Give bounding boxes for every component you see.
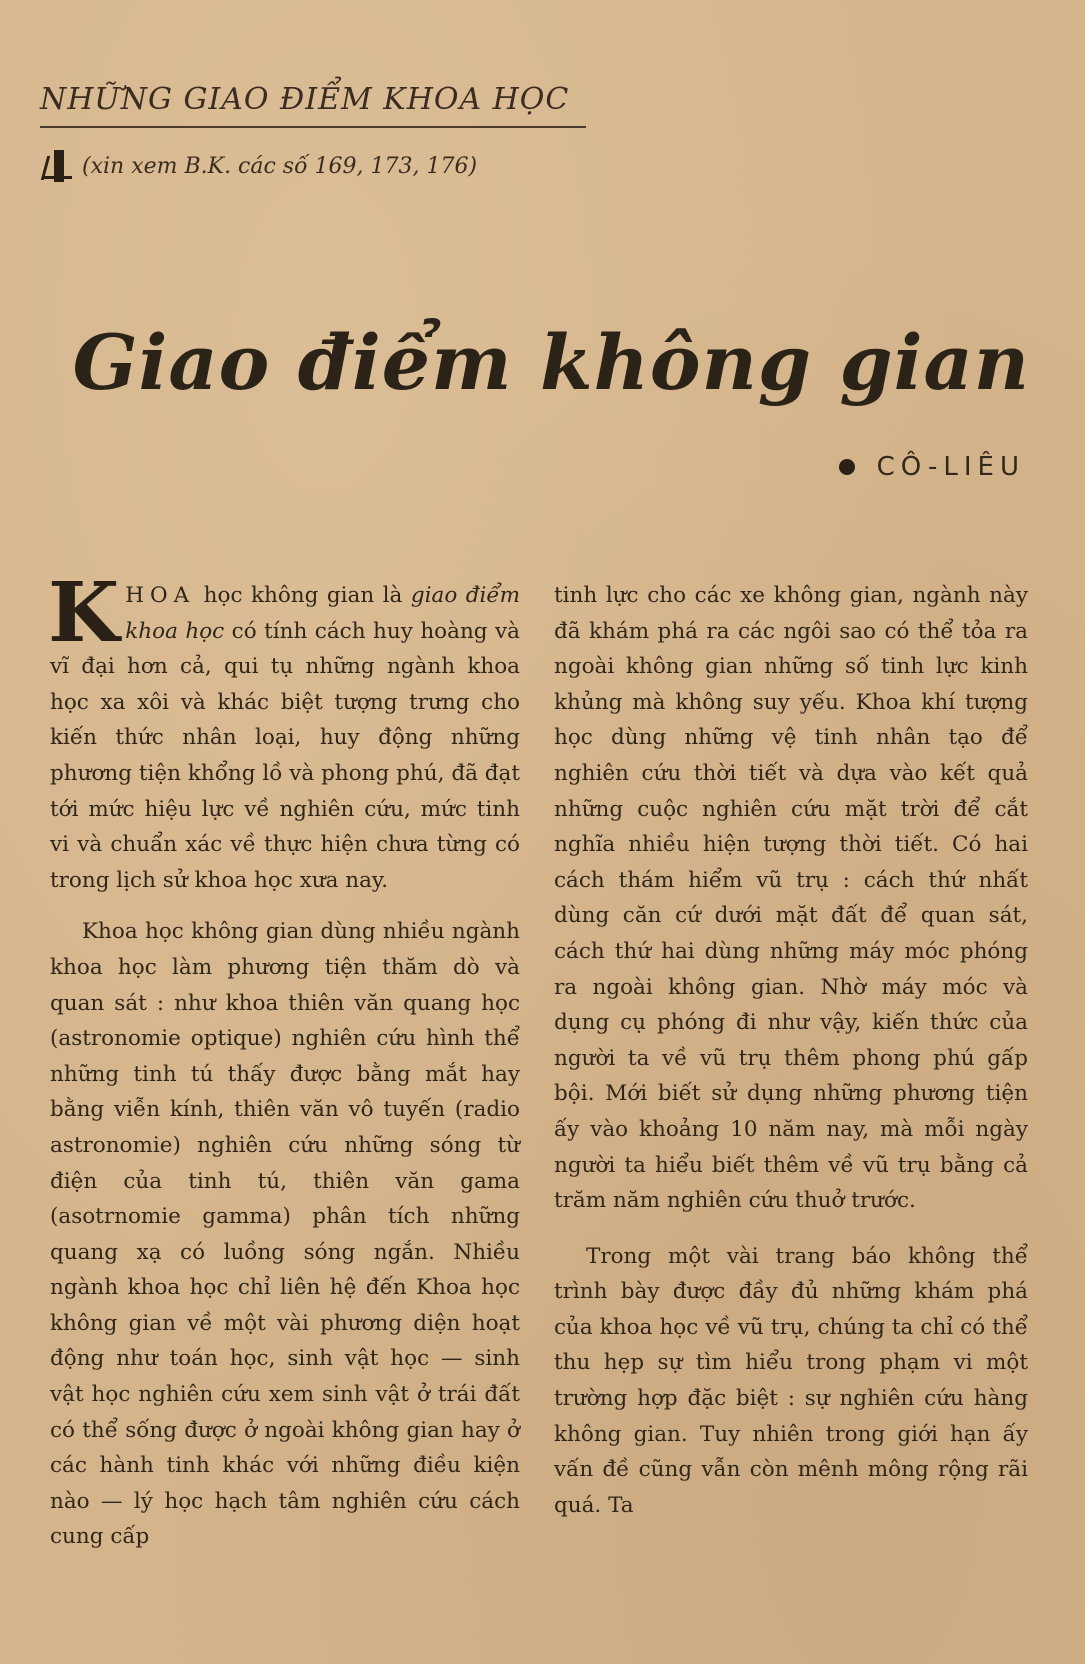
- book-icon: [44, 150, 72, 182]
- paragraph: Trong một vài trang báo không thể trình bày được đầy đủ những khám phá của khoa học về vũ trụ, chúng ta chỉ có thể thu hẹp sự tìm hiểu trong phạm vi một trường hợp đặc biệt : sự nghiên cứu hàng không gian. Tuy nhiên trong giới hạn ấy vấn đề cũng vẫn còn mênh mông rộng rãi quá. Ta: [554, 1243, 1028, 1518]
- reference-line: [44, 150, 477, 182]
- paragraph: [48, 565, 520, 898]
- section-title-underline: [40, 126, 586, 128]
- author-name: CÔ-LIÊU: [876, 452, 1025, 482]
- left-column: [48, 565, 520, 1555]
- paragraph-text: có tính cách huy hoàng và vĩ đại hơn cả, qui tụ những ngành khoa học xa xôi và khác biệt tượng trưng cho kiến thức nhân loại, huy động những phương tiện khổng lồ và phong phú, đã đạt tới mức hiệu lực về nghiên cứu, mức tinh vi và chuẩn xác về thực hiện chưa từng có trong lịch sử khoa học xưa nay.: [50, 618, 520, 893]
- paragraph-text: học không gian là: [195, 583, 411, 608]
- author-byline: [839, 452, 1025, 482]
- reference-text: (xin xem B.K. các số 169, 173, 176): [82, 153, 478, 179]
- bullet-icon: [839, 459, 855, 475]
- emphasis-text: giao điểm khoa học: [125, 583, 520, 644]
- section-title: NHỮNG GIAO ĐIỂM KHOA HỌC: [40, 82, 570, 117]
- drop-cap: K: [48, 565, 120, 661]
- paragraph: Khoa học không gian dùng nhiều ngành khoa học làm phương tiện thăm dò và quan sát : như khoa thiên văn quang học (astronomie optique) nghiên cứu hình thể những tinh tú thấy được bằng mắt hay bằng viễn kính, thiên văn vô tuyến (radio astronomie) nghiên cứu những sóng từ điện của tinh tú, thiên văn gama (asotrnomie gamma) phân tích những quang xạ có luồng sóng ngắn. Nhiều ngành khoa học chỉ liên hệ đến Khoa học không gian về một vài phương diện hoạt động như toán học, sinh vật học — sinh vật học nghiên cứu xem sinh vật ở trái đất có thể sống được ở ngoài không gian hay ở các hành tinh khác với những điều kiện nào — lý học hạch tâm nghiên cứu cách cung cấp: [50, 919, 520, 1550]
- drop-cap-continuation: HOA: [125, 583, 196, 608]
- article-title: Giao điểm không gian: [72, 318, 1030, 407]
- right-column: [554, 578, 1028, 1523]
- paragraph: tinh lực cho các xe không gian, ngành này đã khám phá ra các ngôi sao có thể tỏa ra ngoài không gian những số tinh lực kinh khủng mà không suy yếu. Khoa khí tượng học dùng những vệ tinh nhân tạo để nghiên cứu thời tiết và dựa vào kết quả những cuộc nghiên cứu mặt trời để cắt nghĩa nhiều hiện tượng thời tiết. Có hai cách thám hiểm vũ trụ : cách thứ nhất dùng căn cứ dưới mặt đất để quan sát, cách thứ hai dùng những máy móc phóng ra ngoài không gian. Nhờ máy móc và dụng cụ phóng đi như vậy, kiến thức của người ta về vũ trụ thêm phong phú gấp bội. Mới biết sử dụng những phương tiện ấy vào khoảng 10 năm nay, mà mỗi ngày người ta hiểu biết thêm về vũ trụ bằng cả trăm năm nghiên cứu thuở trước.: [554, 583, 1028, 1214]
